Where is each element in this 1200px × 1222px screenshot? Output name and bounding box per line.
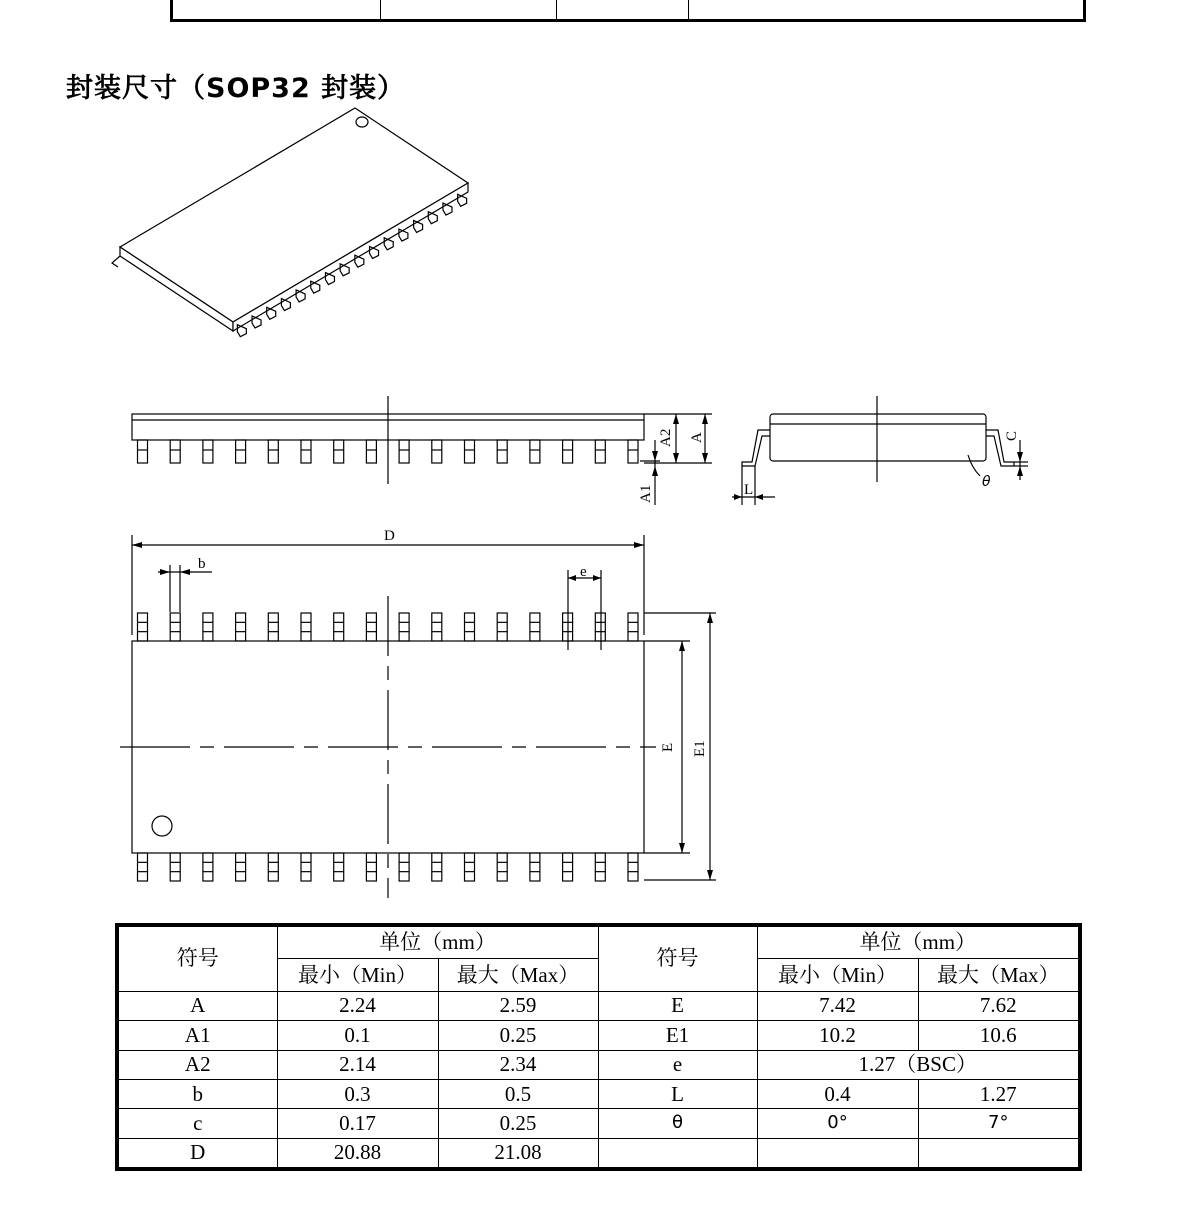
table-row: c 0.17 0.25 θ 0° 7° — [117, 1109, 1080, 1138]
pin-lead — [170, 440, 180, 463]
pin-lead — [530, 613, 540, 641]
pin-lead — [497, 613, 507, 641]
table-row: A 2.24 2.59 E 7.42 7.62 — [117, 991, 1080, 1020]
label-theta: θ — [982, 474, 991, 490]
symbol-header-left: 符号 — [117, 925, 277, 991]
pin-lead — [236, 853, 246, 881]
pin-lead — [366, 853, 376, 881]
label-e: e — [580, 564, 587, 580]
isometric-view — [112, 108, 468, 337]
pin-lead — [334, 613, 344, 641]
table-row: A2 2.14 2.34 e 1.27（BSC） — [117, 1050, 1080, 1079]
pin-lead — [334, 853, 344, 881]
pin-lead — [432, 613, 442, 641]
pin-lead — [563, 853, 573, 881]
pin-lead — [399, 613, 409, 641]
pin-lead — [595, 613, 605, 641]
label-b: b — [198, 556, 206, 572]
pin-lead — [268, 613, 278, 641]
min-header-left: 最小（Min） — [277, 959, 438, 991]
max-header-right: 最大（Max） — [918, 959, 1080, 991]
pin-lead — [595, 853, 605, 881]
pin-lead — [301, 613, 311, 641]
pin-lead — [399, 440, 409, 463]
pin-lead — [465, 613, 475, 641]
pin-lead — [628, 613, 638, 641]
pin-lead — [268, 440, 278, 463]
label-A2: A2 — [658, 428, 674, 447]
pin-lead — [465, 440, 475, 463]
pin-lead — [138, 613, 148, 641]
label-D: D — [384, 528, 395, 544]
pin-lead — [399, 853, 409, 881]
pin-lead — [236, 440, 246, 463]
label-L: L — [744, 482, 754, 498]
pin-lead — [138, 853, 148, 881]
unit-header-left: 单位（mm） — [277, 925, 598, 959]
pin-lead — [301, 853, 311, 881]
side-view — [132, 396, 712, 505]
pin-lead — [236, 613, 246, 641]
pin-lead — [203, 440, 213, 463]
pin-lead — [628, 853, 638, 881]
label-E1: E1 — [692, 740, 708, 757]
pin-lead — [497, 440, 507, 463]
pin-lead — [366, 440, 376, 463]
min-header-right: 最小（Min） — [757, 959, 918, 991]
pin-lead — [465, 853, 475, 881]
pin-lead — [530, 440, 540, 463]
pin-lead — [138, 440, 148, 463]
pin-lead — [595, 440, 605, 463]
table-row: A1 0.1 0.25 E1 10.2 10.6 — [117, 1021, 1080, 1050]
table-row: D 20.88 21.08 — [117, 1138, 1080, 1169]
pin-lead — [203, 613, 213, 641]
pin-lead — [563, 440, 573, 463]
pin-lead — [268, 853, 278, 881]
label-A: A — [689, 432, 705, 443]
pin-lead — [301, 440, 311, 463]
pin-lead — [203, 853, 213, 881]
pin-lead — [497, 853, 507, 881]
pin-lead — [334, 440, 344, 463]
pin-lead — [170, 613, 180, 641]
section-heading: 封装尺寸（SOP32 封装） — [66, 73, 406, 104]
pin-lead — [628, 440, 638, 463]
top-view — [120, 535, 716, 898]
label-C: C — [1004, 430, 1020, 441]
label-A1: A1 — [638, 484, 654, 503]
pin-lead — [366, 613, 376, 641]
table-row: b 0.3 0.5 L 0.4 1.27 — [117, 1079, 1080, 1108]
symbol-header-right: 符号 — [598, 925, 757, 991]
label-E: E — [660, 742, 676, 752]
pin-lead — [530, 853, 540, 881]
dimension-table — [115, 923, 1082, 1171]
pin-lead — [170, 853, 180, 881]
pin-lead — [432, 853, 442, 881]
unit-header-right: 单位（mm） — [757, 925, 1080, 959]
pin-lead — [432, 440, 442, 463]
max-header-left: 最大（Max） — [438, 959, 598, 991]
